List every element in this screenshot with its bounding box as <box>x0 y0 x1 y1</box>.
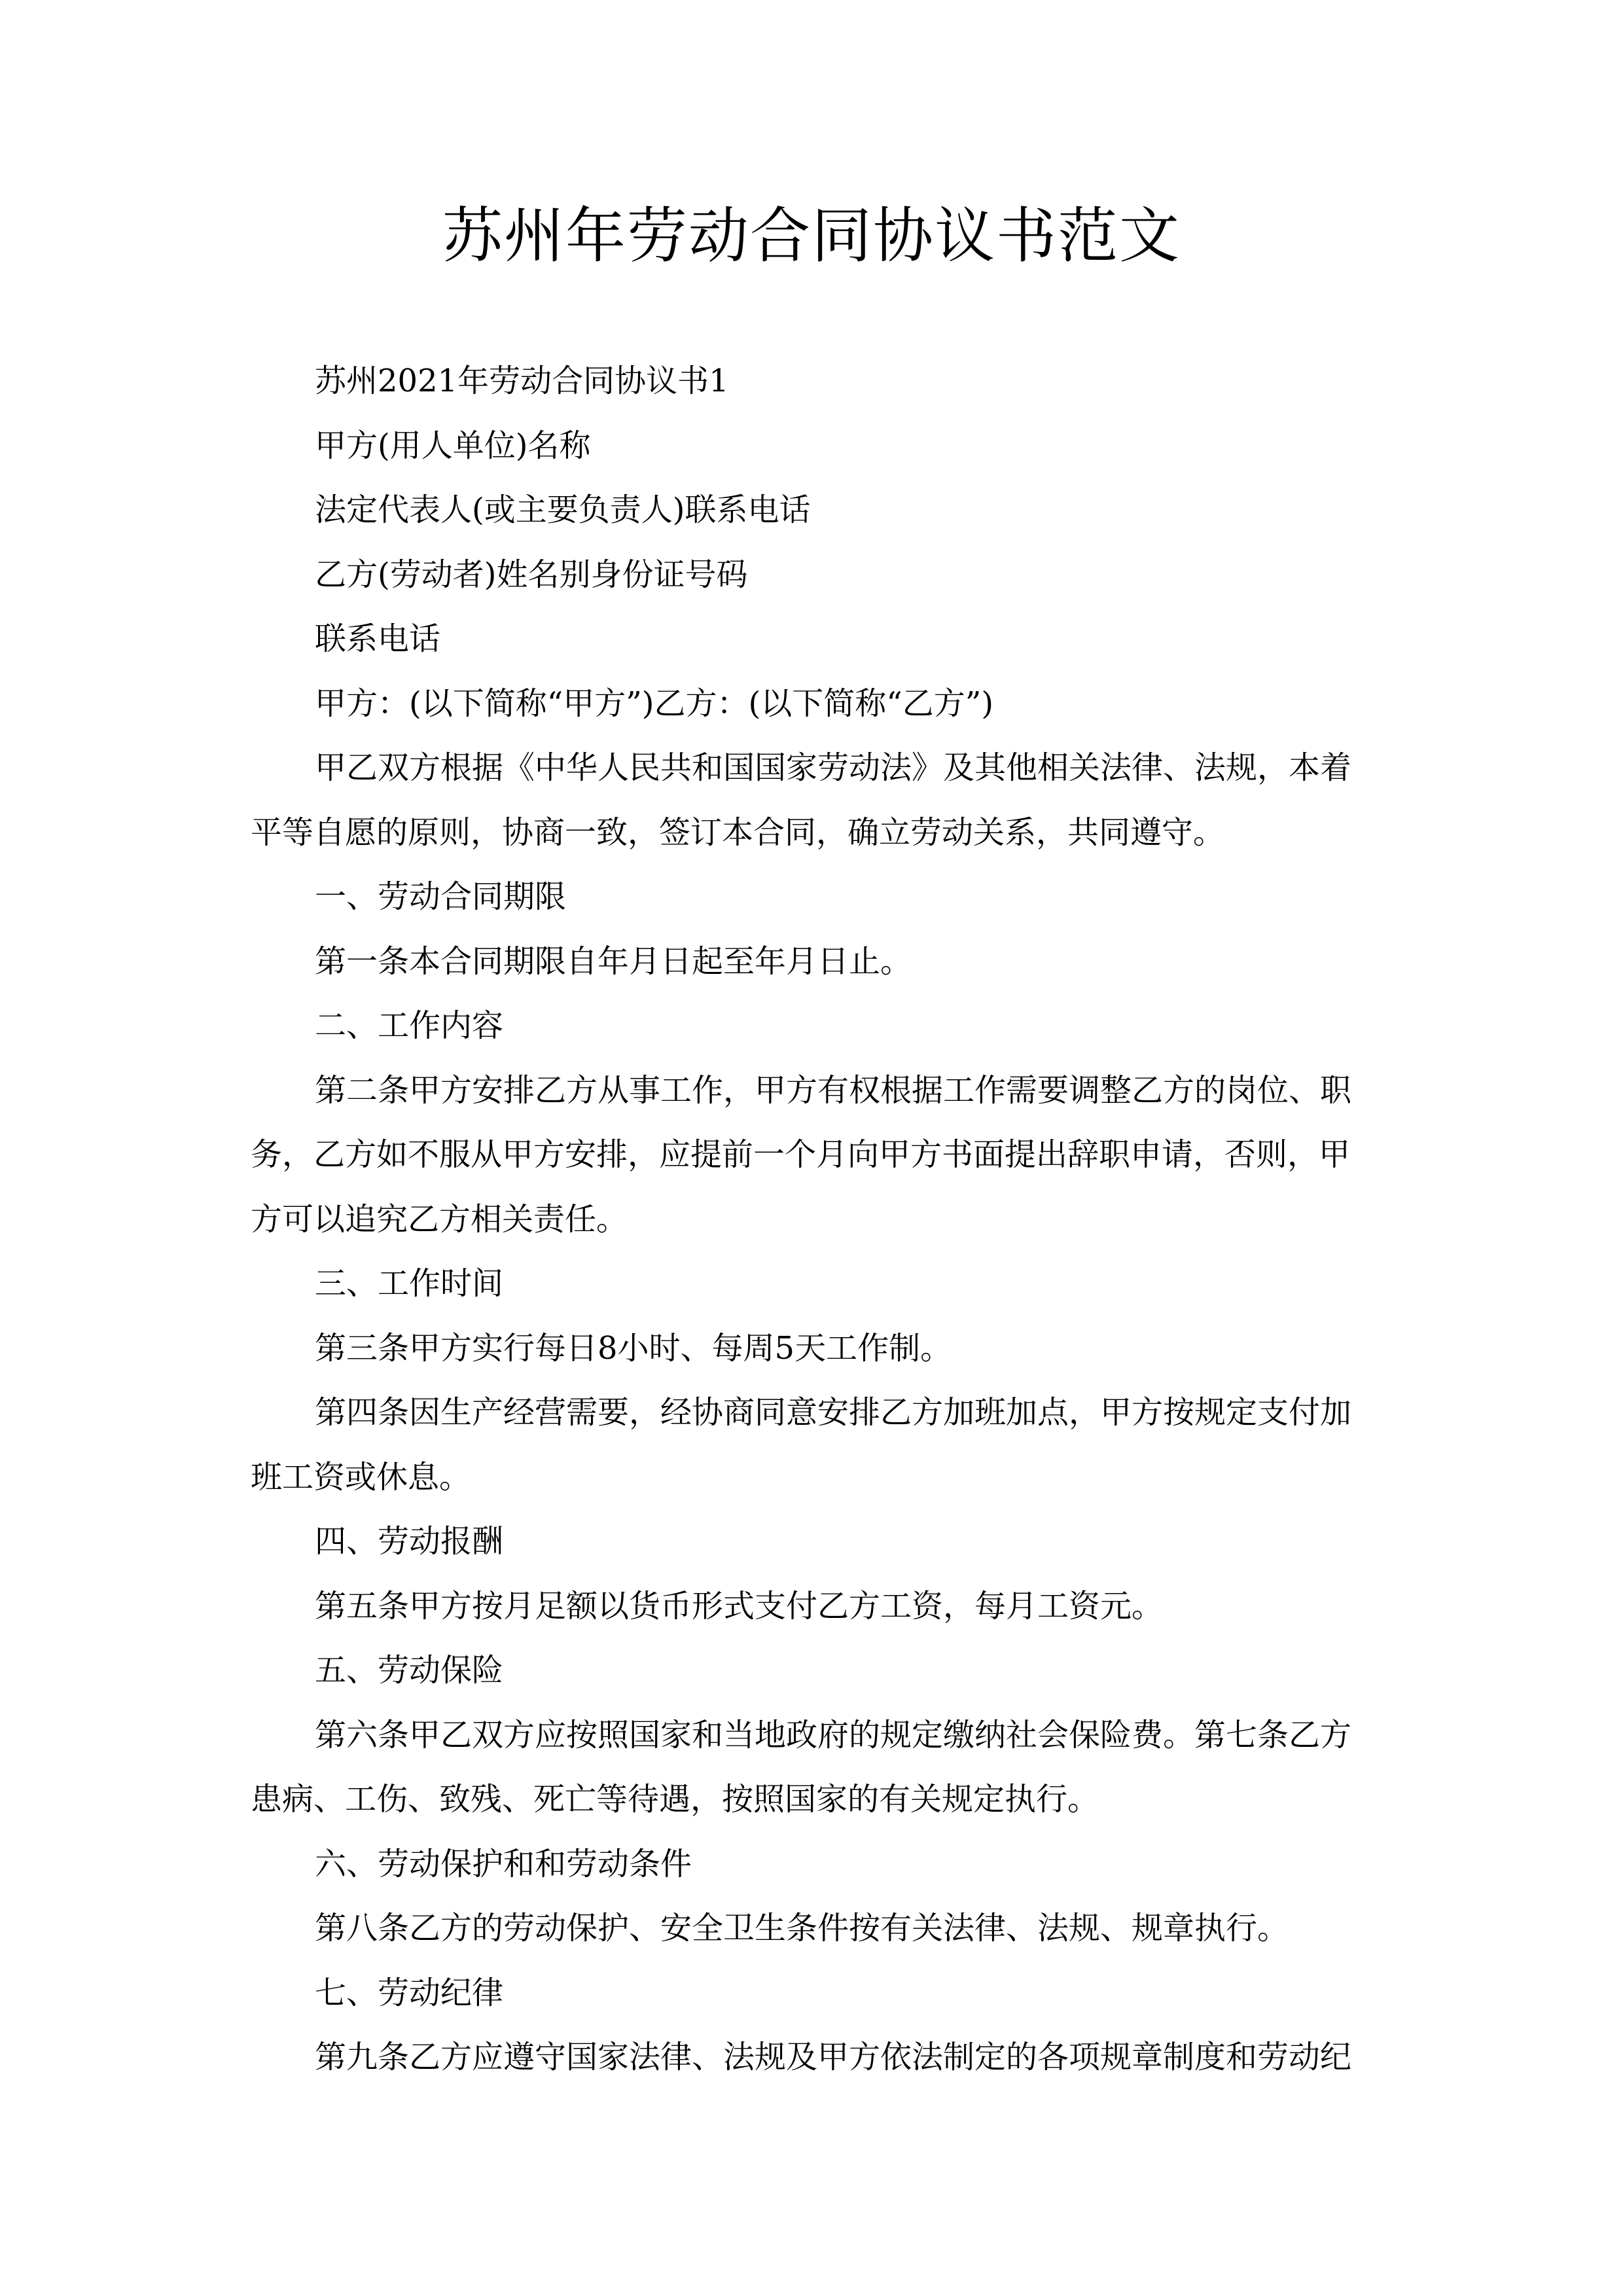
text-line: 患病、工伤、致残、死亡等待遇，按照国家的有关规定执行。 <box>251 1781 1099 1818</box>
document-title: 苏州年劳动合同协议书范文 <box>442 201 1181 271</box>
text-line: 班工资或休息。 <box>251 1458 471 1496</box>
text-line: 第四条因生产经营需要，经协商同意安排乙方加班加点，甲方按规定支付加 <box>315 1394 1352 1431</box>
text-line: 甲乙双方根据《中华人民共和国国家劳动法》及其他相关法律、法规，本着 <box>315 749 1352 786</box>
text-line: 第一条本合同期限自年月日起至年月日止。 <box>315 942 912 980</box>
text-line: 甲方：(以下简称“甲方”)乙方：(以下简称“乙方”) <box>315 685 994 722</box>
text-line: 务，乙方如不服从甲方安排，应提前一个月向甲方书面提出辞职申请，否则，甲 <box>251 1136 1351 1173</box>
text-line: 第六条甲乙双方应按照国家和当地政府的规定缴纳社会保险费。第七条乙方 <box>315 1716 1352 1753</box>
text-line: 二、工作内容 <box>315 1007 504 1044</box>
text-line: 甲方(用人单位)名称 <box>315 427 591 464</box>
text-line: 法定代表人(或主要负责人)联系电话 <box>315 492 811 528</box>
text-line: 六、劳动保护和和劳动条件 <box>315 1845 692 1882</box>
text-line: 平等自愿的原则，协商一致，签订本合同，确立劳动关系，共同遵守。 <box>251 814 1225 851</box>
text-line: 一、劳动合同期限 <box>315 878 567 915</box>
document-body <box>251 349 1389 2090</box>
text-line: 苏州2021年劳动合同协议书1 <box>315 363 729 399</box>
text-line: 第九条乙方应遵守国家法律、法规及甲方依法制定的各项规章制度和劳动纪 <box>315 2039 1352 2075</box>
text-line: 四、劳动报酬 <box>315 1523 504 1560</box>
text-line: 五、劳动保险 <box>315 1652 504 1689</box>
text-line: 第八条乙方的劳动保护、安全卫生条件按有关法律、法规、规章执行。 <box>315 1910 1289 1946</box>
text-line: 方可以追究乙方相关责任。 <box>251 1200 628 1238</box>
text-line: 联系电话 <box>315 620 441 657</box>
text-line: 第五条甲方按月足额以货币形式支付乙方工资，每月工资元。 <box>315 1587 1164 1624</box>
text-line: 第二条甲方安排乙方从事工作，甲方有权根据工作需要调整乙方的岗位、职 <box>315 1071 1352 1109</box>
text-line: 第三条甲方实行每日8小时、每周5天工作制。 <box>315 1329 952 1367</box>
text-line: 乙方(劳动者)姓名别身份证号码 <box>315 556 748 593</box>
text-line: 七、劳动纪律 <box>315 1974 504 2011</box>
text-line: 三、工作时间 <box>315 1265 504 1302</box>
